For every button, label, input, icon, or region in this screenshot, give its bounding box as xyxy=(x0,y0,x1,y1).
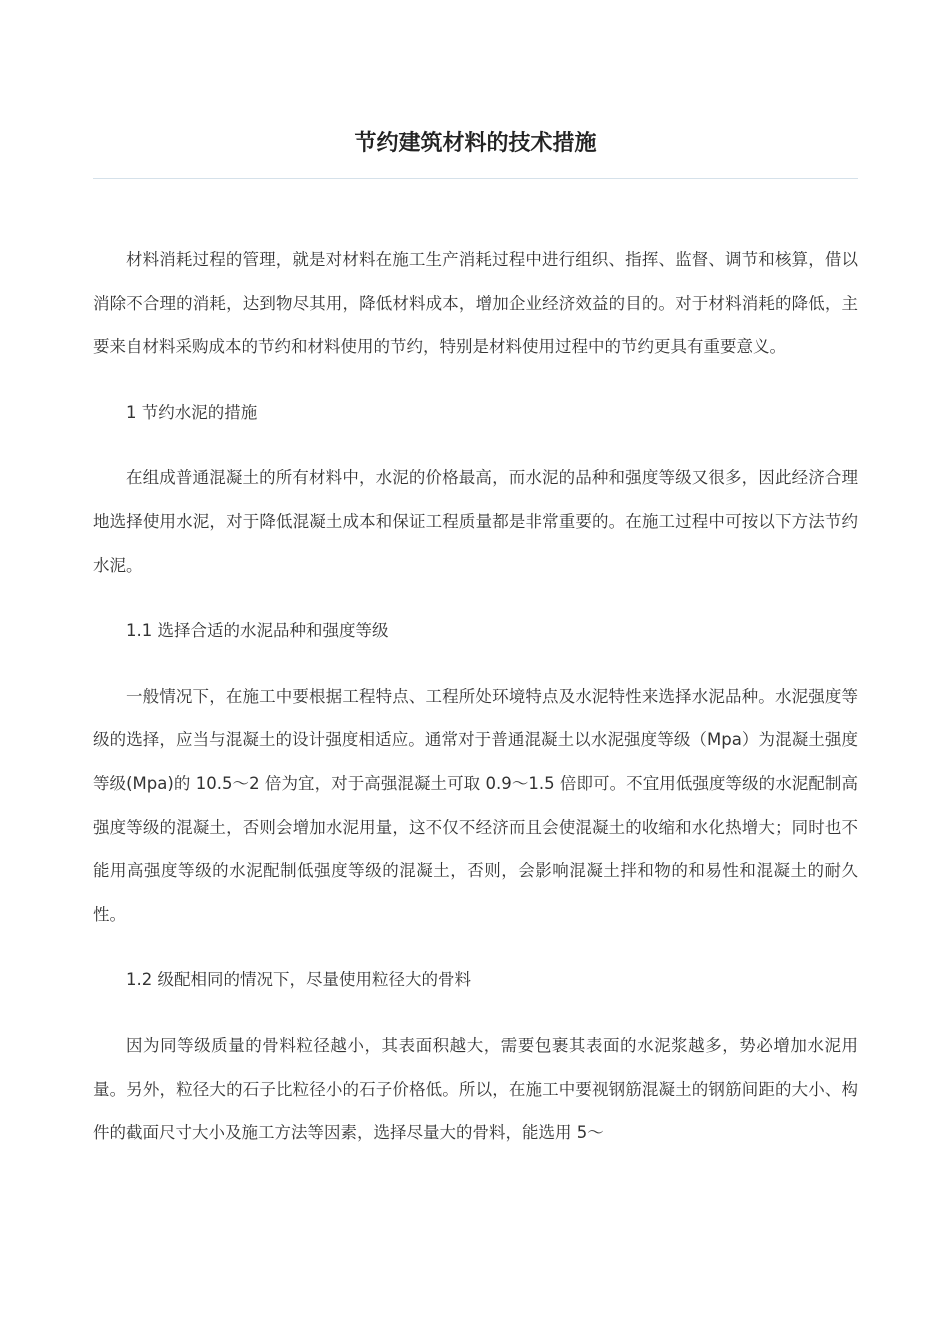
intro-paragraph: 材料消耗过程的管理，就是对材料在施工生产消耗过程中进行组织、指挥、监督、调节和核算，借以消除不合理的消耗，达到物尽其用，降低材料成本，增加企业经济效益的目的。对于材料消耗的降低，主要来自材料采购成本的节约和材料使用的节约，特别是材料使用过程中的节约更具有重要意义。 xyxy=(93,250,858,357)
document-title: 节约建筑材料的技术措施 xyxy=(354,131,597,156)
subsection-heading-1-1: 1.1 选择合适的水泥品种和强度等级 xyxy=(126,621,389,641)
subsection-1-1-paragraph: 一般情况下，在施工中要根据工程特点、工程所处环境特点及水泥特性来选择水泥品种。水泥强度等级的选择，应当与混凝土的设计强度相适应。通常对于普通混凝土以水泥强度等级（Mpa）为混凝土强度等级(Mpa)的 10.5～2 倍为宜，对于高强混凝土可取 0.9～1.5 倍即可。不宜用低强度等级的水泥配制高强度等级的混凝土，否则会增加水泥用量，这不仅不经济而且会使混凝土的收缩和水化热增大；同时也不能用高强度等级的水泥配制低强度等级的混凝土，否则，会影响混凝土拌和物的和易性和混凝土的耐久性。 xyxy=(93,686,858,924)
section-heading-1: 1 节约水泥的措施 xyxy=(126,402,258,422)
title-divider xyxy=(93,178,858,179)
subsection-1-2-paragraph: 因为同等级质量的骨料粒径越小，其表面积越大，需要包裹其表面的水泥浆越多，势必增加水泥用量。另外，粒径大的石子比粒径小的石子价格低。所以，在施工中要视钢筋混凝土的钢筋间距的大小、构件的截面尺寸大小及施工方法等因素，选择尽量大的骨料，能选用 5～ xyxy=(93,1035,858,1143)
document-body xyxy=(93,238,858,1155)
subsection-heading-1-2: 1.2 级配相同的情况下，尽量使用粒径大的骨料 xyxy=(126,970,471,990)
section-1-paragraph: 在组成普通混凝土的所有材料中，水泥的价格最高，而水泥的品种和强度等级又很多，因此经济合理地选择使用水泥，对于降低混凝土成本和保证工程质量都是非常重要的。在施工过程中可按以下方法节约水泥。 xyxy=(93,468,858,575)
